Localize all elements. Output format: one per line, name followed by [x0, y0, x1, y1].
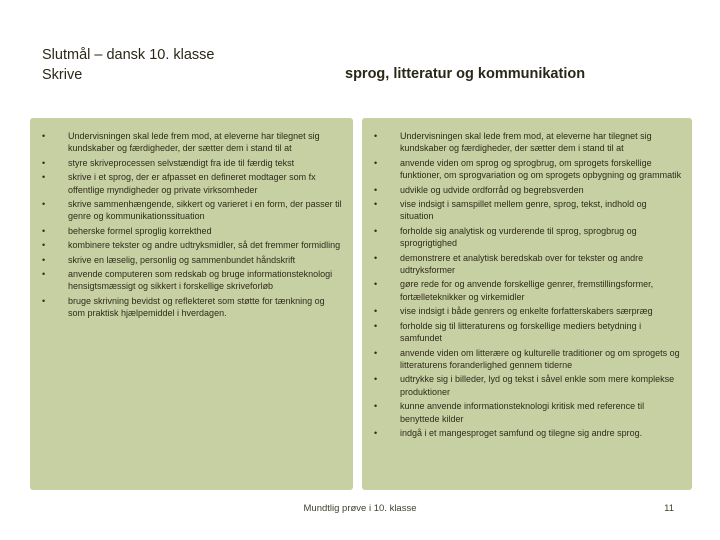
bullet-list-item [370, 278, 686, 303]
page-number: 11 [664, 503, 674, 514]
bullet-list-item [370, 305, 686, 317]
bullet-list-item [370, 252, 686, 277]
bullet-icon: • [374, 347, 378, 358]
goal-text: demonstrere et analytisk beredskab over for tekster og andre udtryksformer [400, 252, 644, 276]
bullet-icon: • [374, 320, 378, 331]
goal-text: beherske formel sproglig korrekthed [68, 225, 212, 236]
goal-text: Undervisningen skal lede frem mod, at eleverne har tilegnet sig kundskaber og færdigheder, der sætter dem i stand til at [400, 131, 652, 154]
bullet-icon: • [42, 199, 46, 210]
goal-text: vise indsigt i samspillet mellem genre, sprog, tekst, indhold og situation [400, 199, 647, 222]
bullet-list-item [370, 184, 686, 196]
goal-text: kombinere tekster og andre udtryksmidler, så det fremmer formidling [68, 240, 341, 251]
bullet-list-item [38, 171, 347, 196]
bullet-list-item [370, 427, 686, 439]
bullet-list-item [370, 157, 686, 182]
bullet-list-item [38, 295, 347, 320]
goal-text: bruge skrivning bevidst og reflekteret som støtte for tænkning og som praktisk hjælpemiddel i hverdagen. [68, 295, 325, 319]
goal-text: indgå i et mangesproget samfund og tilegne sig andre sprog. [400, 427, 643, 438]
goal-text: anvende computeren som redskab og bruge informationsteknologi hensigtsmæssigt og sikkert i forskellige skriveforløb [68, 269, 333, 292]
bullet-icon: • [374, 374, 378, 385]
bullet-list-item [370, 225, 686, 250]
goal-text: forholde sig til litteraturens og forskellige mediers betydning i samfundet [400, 320, 642, 344]
bullet-icon: • [42, 295, 46, 306]
bullet-list-item [370, 198, 686, 223]
goal-text: udvikle og udvide ordforråd og begrebsverden [400, 184, 584, 195]
bullet-list-item [370, 347, 686, 372]
bullet-icon: • [374, 401, 378, 412]
bullet-list-item [38, 254, 347, 266]
footer-text: Mundtlig prøve i 10. klasse [303, 503, 417, 514]
goal-text: kunne anvende informationsteknologi kritisk med reference til benyttede kilder [400, 401, 645, 424]
bullet-list-item [38, 198, 347, 223]
bullet-icon: • [374, 252, 378, 263]
bullet-list-item [370, 130, 686, 155]
bullet-list-item [370, 400, 686, 425]
goal-text: gøre rede for og anvende forskellige genrer, fremstillingsformer, fortælleteknikker og virkemidler [400, 279, 654, 302]
bullet-list-item [38, 225, 347, 237]
goal-list-sprog-litteratur [370, 130, 686, 439]
bullet-icon: • [374, 157, 378, 168]
bullet-list-item [38, 239, 347, 251]
goal-text: styre skriveprocessen selvstændigt fra ide til færdig tekst [68, 157, 295, 168]
bullet-icon: • [374, 184, 378, 195]
bullet-icon: • [42, 269, 46, 280]
goal-text: skrive i et sprog, der er afpasset en defineret modtager som fx offentlige myndigheder og private virksomheder [68, 172, 316, 195]
goal-text: anvende viden om litterære og kulturelle traditioner og om sprogets og litteraturens foranderlighed gennem tiderne [400, 347, 680, 370]
bullet-icon: • [42, 172, 46, 183]
bullet-icon: • [42, 240, 46, 251]
goal-text: anvende viden om sprog og sprogbrug, om sprogets forskellige funktioner, om sprogvariation og om sprogets opbygning og grammatik [400, 157, 682, 181]
goal-list-skrive [38, 130, 347, 320]
title-block [42, 46, 214, 85]
bullet-list-item [38, 268, 347, 293]
bullet-icon: • [42, 131, 46, 141]
goal-text: Undervisningen skal lede frem mod, at eleverne har tilegnet sig kundskaber og færdigheder, der sætter dem i stand til at [68, 131, 320, 154]
bullet-list-item [370, 373, 686, 398]
bullet-list-item [38, 157, 347, 169]
bullet-icon: • [374, 225, 378, 236]
right-column-header: sprog, litteratur og kommunikation [345, 66, 586, 82]
bullet-icon: • [374, 199, 378, 210]
bullet-list-item [370, 320, 686, 345]
goal-text: forholde sig analytisk og vurderende til sprog, sprogbrug og sprogrigtighed [400, 225, 637, 249]
bullet-icon: • [374, 306, 378, 317]
bullet-icon: • [374, 427, 378, 438]
bullet-icon: • [42, 157, 46, 168]
skrive-goals-panel [30, 118, 353, 490]
bullet-icon: • [374, 279, 378, 290]
slide-title: Slutmål – dansk 10. klasse [42, 47, 215, 63]
goal-text: skrive en læselig, personlig og sammenbundet håndskrift [68, 254, 296, 265]
bullet-list-item [38, 130, 347, 155]
bullet-icon: • [42, 225, 46, 236]
sprog-litteratur-goals-panel [362, 118, 692, 490]
goal-text: udtrykke sig i billeder, lyd og tekst i såvel enkle som mere komplekse produktioner [400, 374, 675, 397]
bullet-icon: • [374, 131, 378, 141]
goal-text: vise indsigt i både genrers og enkelte forfatterskabers særpræg [400, 306, 653, 317]
bullet-icon: • [42, 254, 46, 265]
slide-subtitle: Skrive [42, 66, 83, 83]
goal-text: skrive sammenhængende, sikkert og varieret i en form, der passer til genre og kommunikationssituation [68, 199, 342, 222]
